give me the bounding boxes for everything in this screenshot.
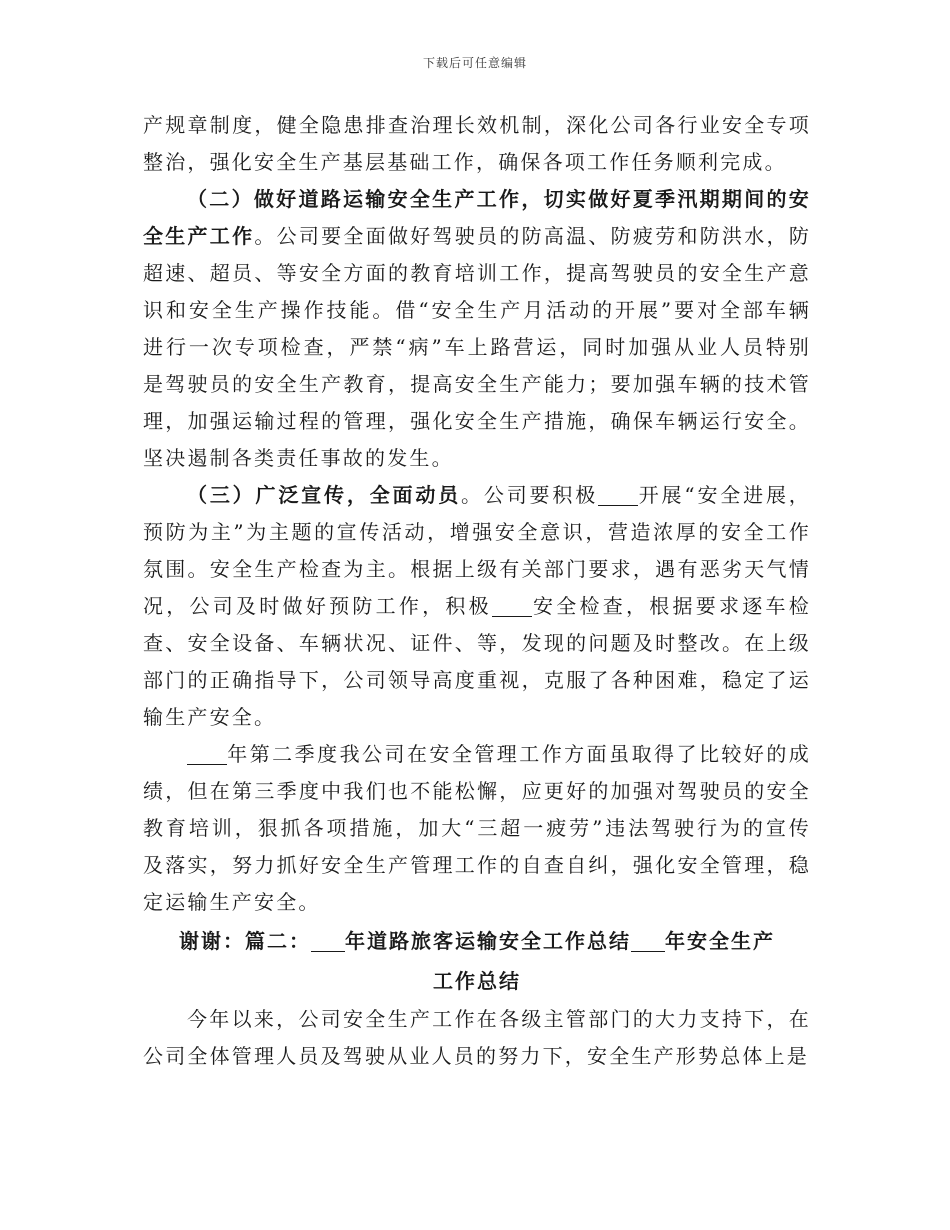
paragraph-2 (143, 181, 811, 477)
section-title (143, 921, 811, 1001)
document-body (143, 107, 811, 1075)
paragraph-3-heading: （三）广泛宣传，全面动员 (187, 483, 462, 507)
paragraph-3 (143, 477, 811, 736)
fill-blank (631, 929, 665, 952)
title-part-1: 谢谢：篇二： (179, 929, 311, 953)
paragraph-3-body-a: 。公司要积极 (461, 483, 599, 507)
fill-blank (598, 483, 638, 506)
paragraph-2-heading: （二）做好道路运输安全生产工作，切实做好夏季汛期期间的安全生产工作 (143, 187, 811, 248)
paragraph-4-body: 年第二季度我公司在安全管理工作方面虽取得了比较好的成绩，但在第三季度中我们也不能松懈，应更好的加强对驾驶员的安全教育培训，狠抓各项措施，加大“三超一疲劳”违法驾驶行为的宣传及落实，努力抓好安全生产管理工作的自查自纠，强化安全管理，稳定运输生产安全。 (143, 742, 811, 914)
section-title-line-2: 工作总结 (433, 969, 521, 993)
page-header: 下载后可任意编辑 (422, 56, 527, 70)
paragraph-2-body: 。公司要全面做好驾驶员的防高温、防疲劳和防洪水，防超速、超员、等安全方面的教育培训工作，提高驾驶员的安全生产意识和安全生产操作技能。借“安全生产月活动的开展”要对全部车辆进行一次专项检查，严禁“病”车上路营运，同时加强从业人员特别是驾驶员的安全生产教育，提高安全生产能力；要加强车辆的技术管理，加强运输过程的管理，强化安全生产措施，确保车辆运行安全。坚决遏制各类责任事故的发生。 (143, 224, 812, 470)
paragraph-4 (143, 736, 811, 921)
fill-blank (311, 929, 345, 952)
title-part-2: 年道路旅客运输安全工作总结 (345, 929, 631, 953)
paragraph-3-body-b: 开展“安全进展，预防为主”为主题的宣传活动，增强安全意识，营造浓厚的安全工作氛围。安全生产检查为主。根据上级有关部门要求，遇有恶劣天气情况，公司及时做好预防工作，积极 (143, 483, 811, 618)
paragraph-3-body-c: 安全检查，根据要求逐车检查、安全设备、车辆状况、证件、等，发现的问题及时整改。在上级部门的正确指导下，公司领导高度重视，克服了各种困难，稳定了运输生产安全。 (143, 594, 811, 729)
fill-blank (187, 742, 227, 765)
paragraph-1: 产规章制度，健全隐患排查治理长效机制，深化公司各行业安全专项整治，强化安全生产基层基础工作，确保各项工作任务顺利完成。 (143, 113, 811, 174)
paragraph-5: 今年以来，公司安全生产工作在各级主管部门的大力支持下，在公司全体管理人员及驾驶从业人员的努力下，安全生产形势总体上是 (143, 1007, 811, 1068)
title-part-3: 年安全生产 (665, 929, 775, 953)
section-title-line-1 (143, 921, 811, 961)
fill-blank (492, 594, 532, 617)
